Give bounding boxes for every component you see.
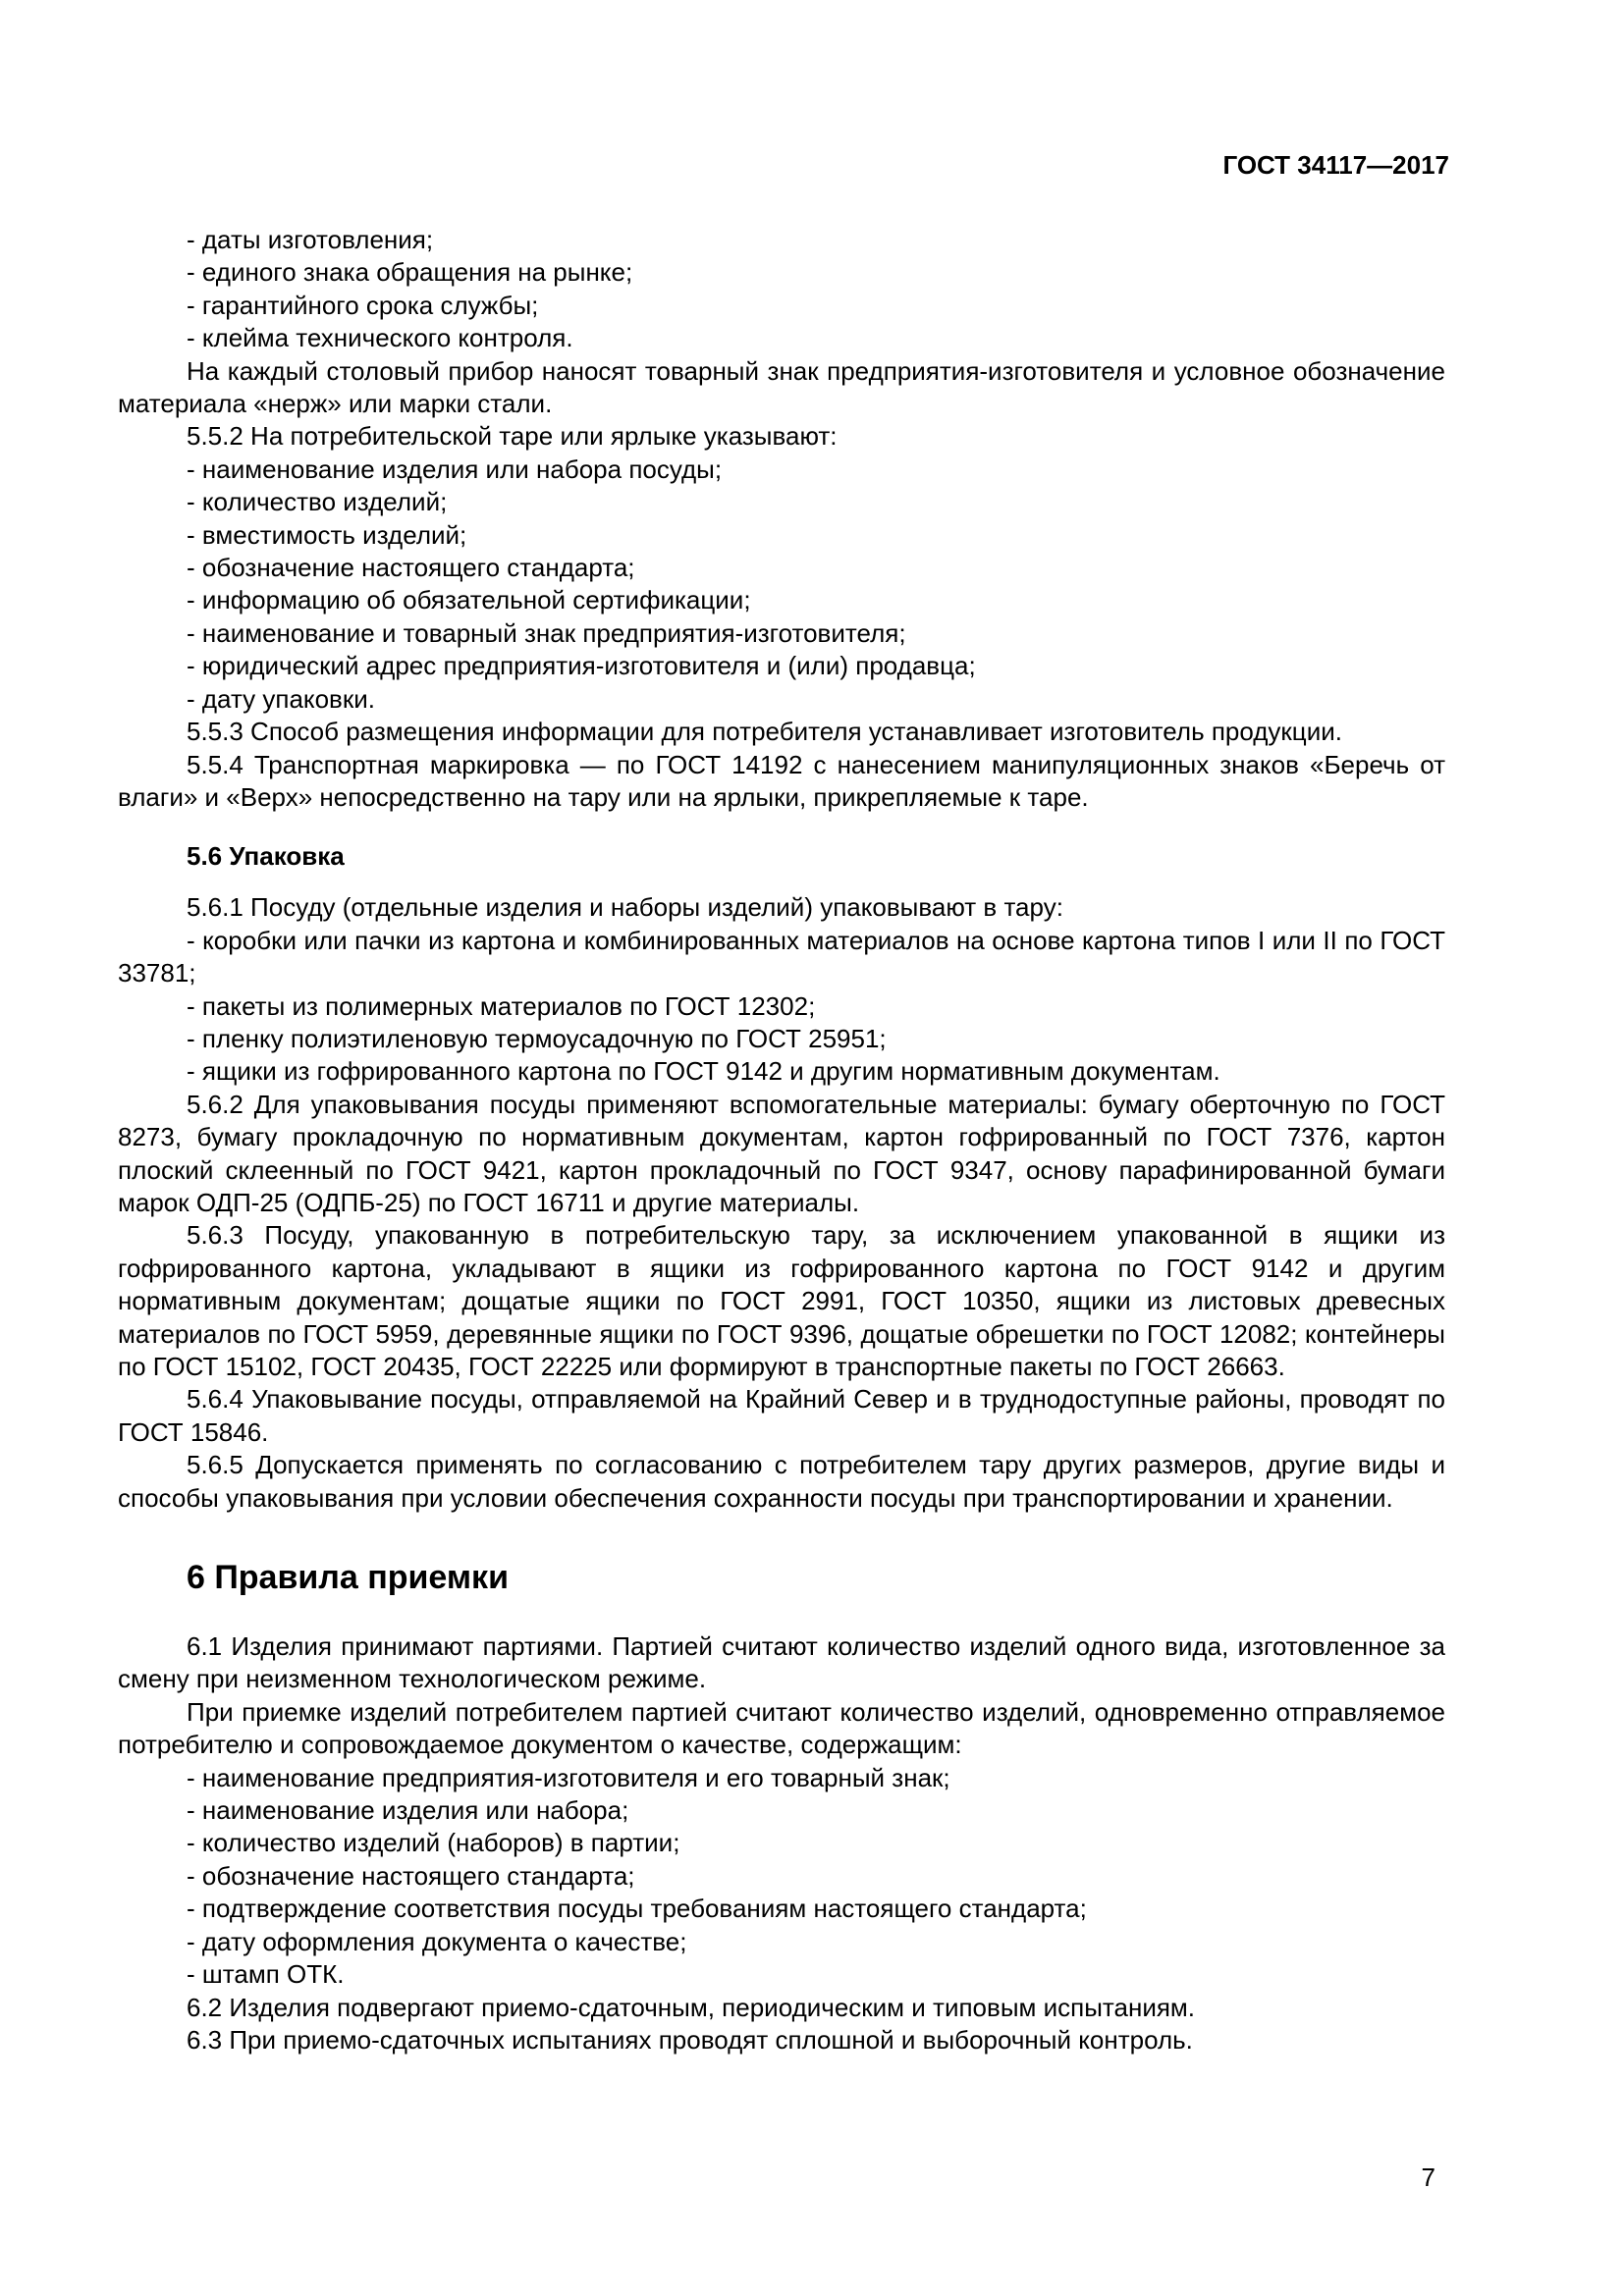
list-item: - юридический адрес предприятия-изготовителя и (или) продавца;: [187, 651, 976, 681]
list-item: - обозначение настоящего стандарта;: [187, 1860, 635, 1891]
list-item: - пакеты из полимерных материалов по ГОСТ 12302;: [187, 990, 816, 1021]
paragraph: 5.6.5 Допускается применять по согласованию с потребителем тару других размеров, другие виды и способы упаковывания при условии обеспечения сохранности посуды при транспортировании и хранении.: [118, 1450, 1445, 1513]
paragraph: При приемке изделий потребителем партией считают количество изделий, одновременно отправляемое потребителю и сопровождаемое документом о качестве, содержащим:: [118, 1696, 1445, 1760]
paragraph: 5.6.3 Посуду, упакованную в потребительскую тару, за исключением упакованной в ящики из гофрированного картона, укладывают в ящики из гофрированного картона по ГОСТ 9142 и другим нормативным документам; дощатые ящики по ГОСТ 2991, ГОСТ 10350, ящики из листовых древесных материалов по ГОСТ 5959, деревянные ящики по ГОСТ 9396, дощатые обрешетки по ГОСТ 12082; контейнеры по ГОСТ 15102, ГОСТ 20435, ГОСТ 22225 или формируют в транспортные пакеты по ГОСТ 26663.: [118, 1220, 1445, 1381]
section-heading: 6 Правила приемки: [187, 1559, 509, 1597]
list-item: - коробки или пачки из картона и комбинированных материалов на основе картона типов I или II по ГОСТ 33781;: [118, 925, 1445, 988]
paragraph: 5.5.4 Транспортная маркировка — по ГОСТ 14192 с нанесением манипуляционных знаков «Беречь от влаги» и «Верх» непосредственно на тару или на ярлыки, прикрепляемые к таре.: [118, 749, 1445, 812]
list-item: - обозначение настоящего стандарта;: [187, 553, 635, 583]
paragraph: 5.6.1 Посуду (отдельные изделия и наборы изделий) упаковывают в тару:: [187, 892, 1063, 923]
document-body: [118, 224, 1445, 2056]
list-item: - даты изготовления;: [187, 225, 434, 254]
document-header: ГОСТ 34117—2017: [1222, 150, 1449, 180]
list-item: - дату оформления документа о качестве;: [187, 1926, 687, 1956]
list-item: - штамп ОТК.: [187, 1959, 345, 1990]
list-item: - дату упаковки.: [187, 683, 375, 714]
list-item: - информацию об обязательной сертификации;: [187, 585, 751, 615]
list-item: - подтверждение соответствия посуды требованиям настоящего стандарта;: [187, 1894, 1087, 1924]
list-item: - гарантийного срока службы;: [187, 290, 539, 320]
list-item: - наименование и товарный знак предприятия-изготовителя;: [187, 617, 906, 648]
list-item: - количество изделий;: [187, 487, 448, 517]
list-item: - пленку полиэтиленовую термоусадочную по ГОСТ 25951;: [187, 1023, 887, 1053]
paragraph: 5.5.2 На потребительской таре или ярлыке указывают:: [187, 421, 838, 452]
paragraph: 6.2 Изделия подвергают приемо-сдаточным, периодическим и типовым испытаниям.: [187, 1992, 1196, 2022]
page-number: 7: [1421, 2163, 1435, 2192]
list-item: - клейма технического контроля.: [187, 323, 573, 353]
paragraph: 5.5.3 Способ размещения информации для потребителя устанавливает изготовитель продукции.: [187, 717, 1342, 747]
list-item: - наименование изделия или набора;: [187, 1795, 629, 1826]
paragraph: 5.6.4 Упаковывание посуды, отправляемой на Крайний Север и в труднодоступные районы, проводят по ГОСТ 15846.: [118, 1384, 1445, 1447]
paragraph: 6.1 Изделия принимают партиями. Партией считают количество изделий одного вида, изготовленное за смену при неизменном технологическом режиме.: [118, 1631, 1445, 1694]
section-heading: 5.6 Упаковка: [187, 841, 345, 872]
paragraph: На каждый столовый прибор наносят товарный знак предприятия-изготовителя и условное обозначение материала «нерж» или марки стали.: [118, 355, 1445, 419]
list-item: - вместимость изделий;: [187, 519, 467, 550]
list-item: - единого знака обращения на рынке;: [187, 257, 633, 288]
list-item: - ящики из гофрированного картона по ГОСТ 9142 и другим нормативным документам.: [187, 1056, 1220, 1087]
list-item: - количество изделий (наборов) в партии;: [187, 1828, 680, 1858]
paragraph: 6.3 При приемо-сдаточных испытаниях проводят сплошной и выборочный контроль.: [187, 2024, 1193, 2055]
list-item: - наименование изделия или набора посуды;: [187, 454, 723, 484]
list-item: - наименование предприятия-изготовителя и его товарный знак;: [187, 1762, 950, 1792]
paragraph: 5.6.2 Для упаковывания посуды применяют вспомогательные материалы: бумагу оберточную по ГОСТ 8273, бумагу прокладочную по нормативным документам, картон гофрированный по ГОСТ 7376, картон плоский склеенный по ГОСТ 9421, картон прокладочный по ГОСТ 9347, основу парафинированной бумаги марок ОДП-25 (ОДПБ-25) по ГОСТ 16711 и другие материалы.: [118, 1089, 1445, 1217]
